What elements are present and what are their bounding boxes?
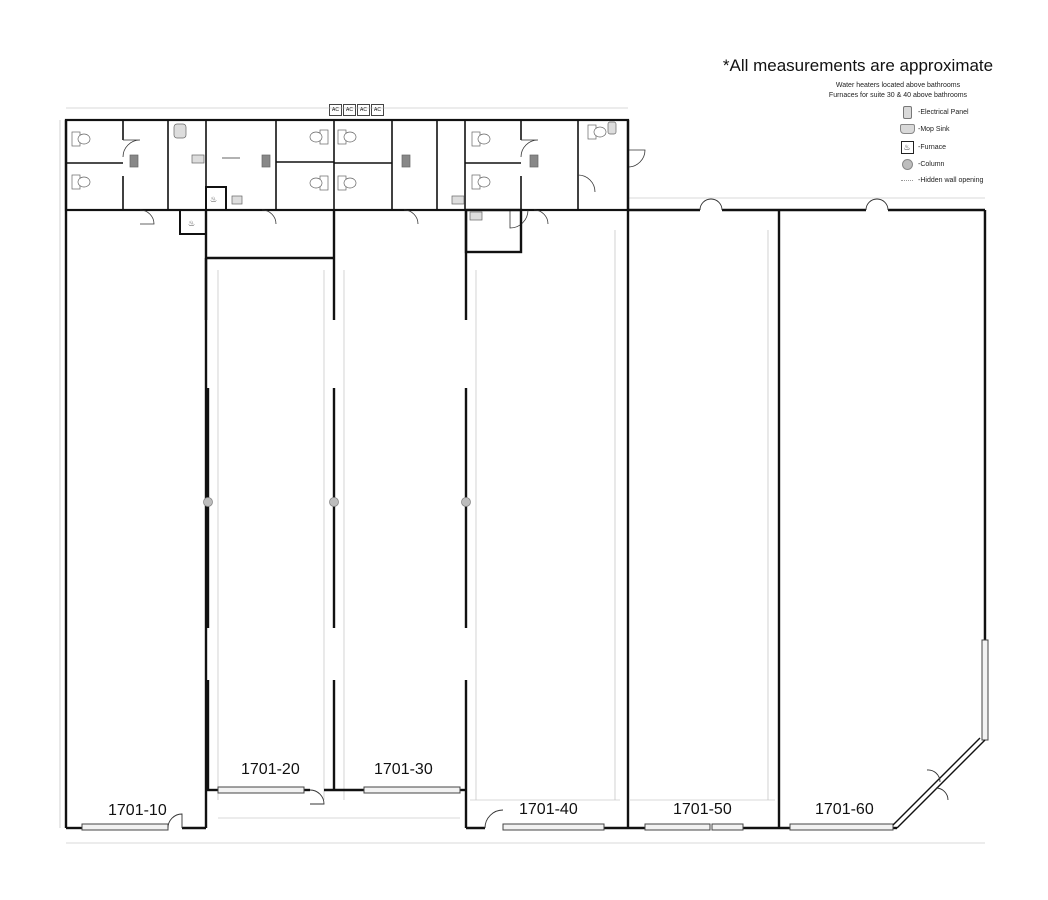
furnace-symbols — [188, 195, 217, 228]
suite-label-1701-50: 1701-50 — [673, 801, 732, 818]
suite-label-1701-10: 1701-10 — [108, 802, 167, 819]
svg-text:♨: ♨ — [210, 195, 218, 204]
legend-label: -Hidden wall opening — [918, 176, 984, 184]
legend-label: -Column — [918, 160, 945, 168]
suite-label-1701-40: 1701-40 — [519, 801, 578, 818]
suite-label-1701-20: 1701-20 — [241, 761, 300, 778]
angled-storefront — [893, 738, 985, 828]
hidden-wall-openings — [218, 270, 476, 800]
demising-walls — [206, 210, 521, 790]
svg-text:♨: ♨ — [188, 219, 196, 228]
dimension-lines — [60, 108, 985, 843]
legend-label: -Mop Sink — [918, 125, 950, 133]
legend-label: -Electrical Panel — [918, 108, 969, 116]
furnace-note: Furnaces for suite 30 & 40 above bathrooms — [828, 92, 968, 99]
measurement-note-title: *All measurements are approximate — [722, 56, 994, 75]
ac-unit: AC — [329, 104, 342, 116]
exterior-walls — [66, 120, 985, 828]
fixtures — [72, 122, 616, 220]
ac-unit: AC — [371, 104, 384, 116]
furnace-icon: ♨ — [901, 141, 914, 154]
bathroom-doors — [123, 140, 645, 228]
suite-label-1701-30: 1701-30 — [374, 761, 433, 778]
ac-unit: AC — [357, 104, 370, 116]
column-markers — [204, 498, 471, 507]
water-heater-note: Water heaters located above bathrooms — [835, 82, 961, 89]
suite-label-1701-60: 1701-60 — [815, 801, 874, 818]
ac-unit: AC — [343, 104, 356, 116]
entry-doors — [168, 199, 948, 828]
legend-label: -Furnace — [918, 143, 947, 151]
